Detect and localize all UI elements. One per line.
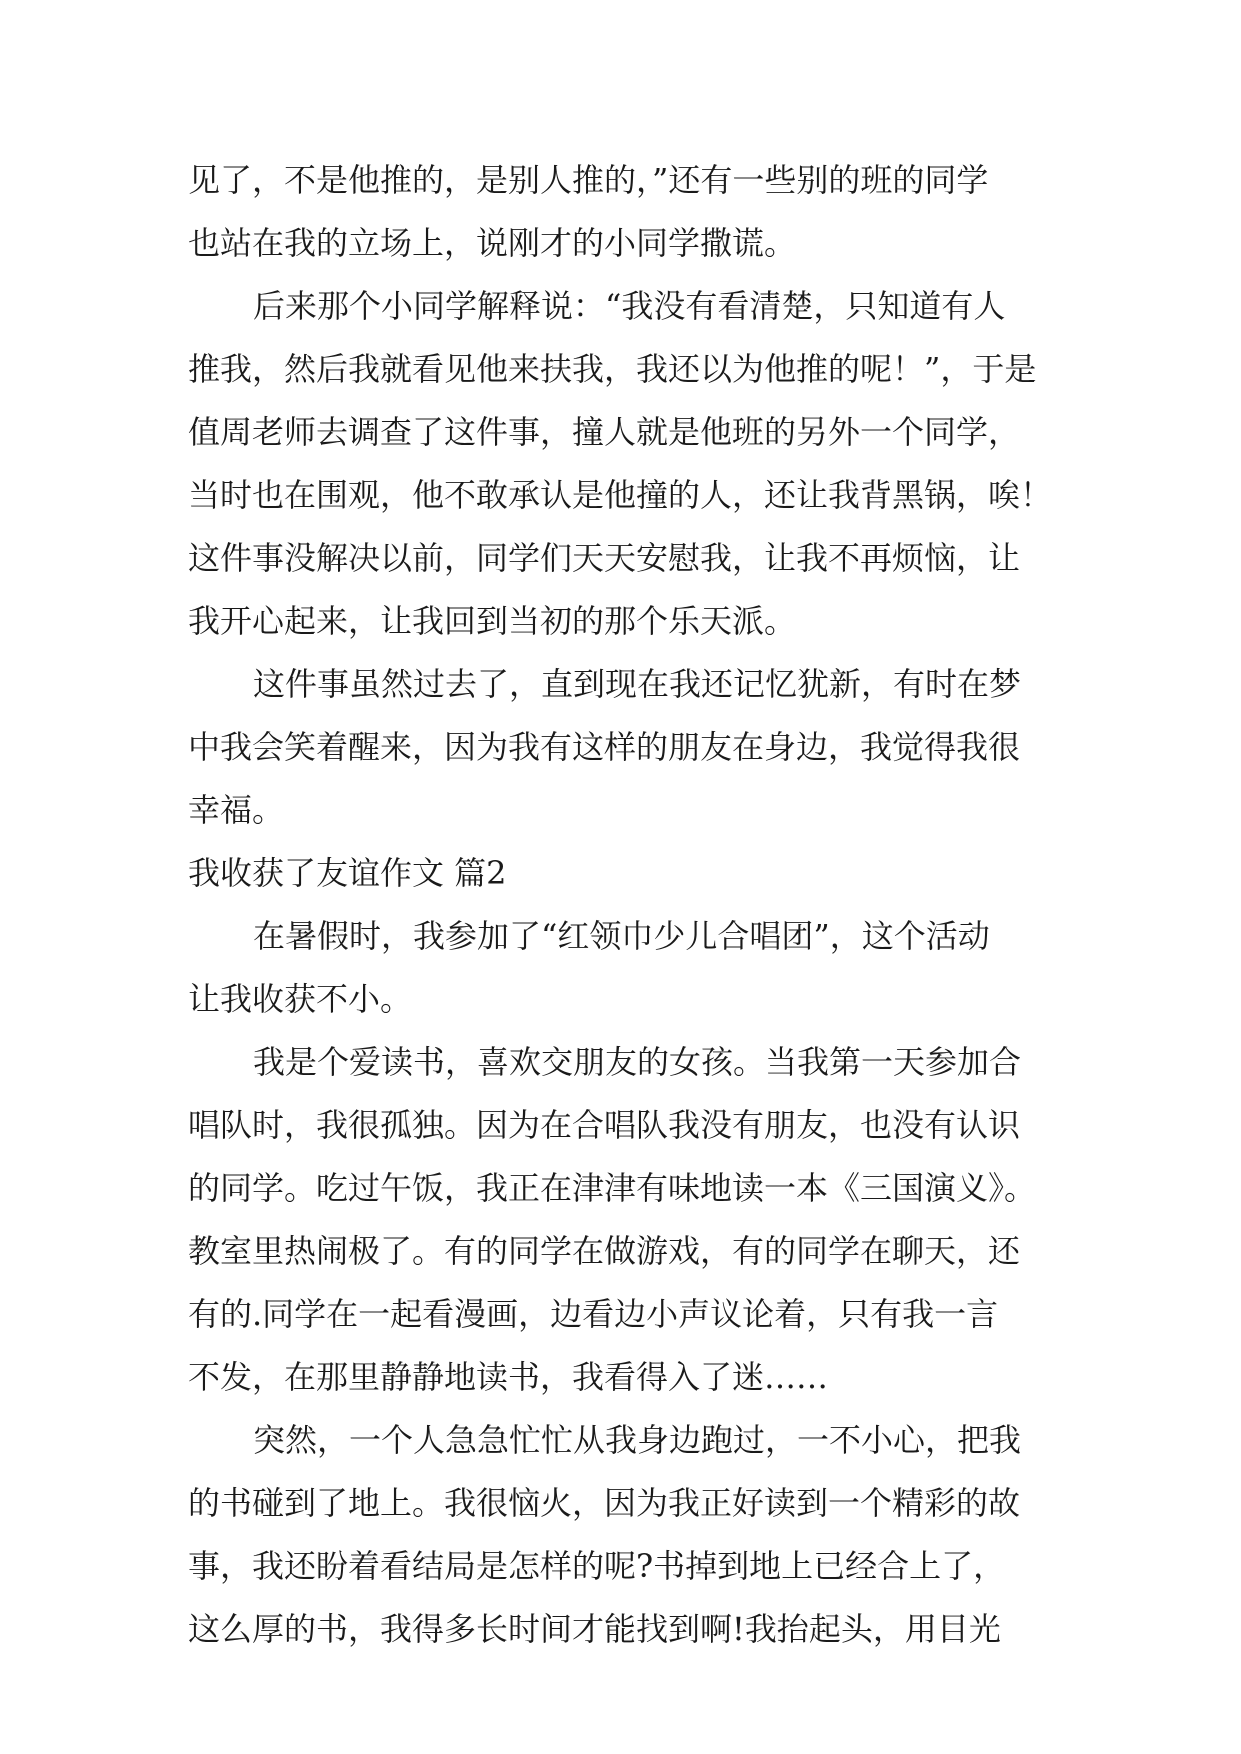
text-line: 这件事虽然过去了，直到现在我还记忆犹新，有时在梦: [253, 665, 1022, 703]
text-line: 这件事没解决以前，同学们天天安慰我，让我不再烦恼，让: [188, 539, 1021, 577]
text-line: 突然，一个人急急忙忙从我身边跑过，一不小心，把我: [253, 1421, 1022, 1459]
text-line: 推我，然后我就看见他来扶我，我还以为他推的呢！”，于是: [188, 350, 1037, 388]
text-line: 当时也在围观，他不敢承认是他撞的人，还让我背黑锅，唉！: [188, 476, 1053, 514]
text-line: 幸福。: [188, 791, 285, 829]
text-line: 让我收获不小。: [188, 980, 413, 1018]
text-line: 这么厚的书，我得多长时间才能找到啊!我抬起头，用目光: [188, 1610, 1001, 1648]
section-heading: 我收获了友谊作文 篇2: [188, 854, 507, 892]
text-line: 唱队时，我很孤独。因为在合唱队我没有朋友，也没有认识: [188, 1106, 1021, 1144]
text-line: 的同学。吃过午饭，我正在津津有味地读一本《三国演义》。: [188, 1169, 1037, 1207]
text-line: 不发，在那里静静地读书，我看得入了迷……: [188, 1358, 829, 1396]
text-line: 的书碰到了地上。我很恼火，因为我正好读到一个精彩的故: [188, 1484, 1021, 1522]
text-line: 我是个爱读书，喜欢交朋友的女孩。当我第一天参加合: [253, 1043, 1022, 1081]
text-line: 我开心起来，让我回到当初的那个乐天派。: [188, 602, 797, 640]
text-line: 在暑假时，我参加了“红领巾少儿合唱团”，这个活动: [253, 917, 990, 955]
text-line: 后来那个小同学解释说：“我没有看清楚，只知道有人: [253, 287, 1006, 325]
text-line: 事，我还盼着看结局是怎样的呢?书掉到地上已经合上了，: [188, 1547, 1006, 1585]
text-line: 见了，不是他推的，是别人推的，”还有一些别的班的同学: [188, 161, 989, 199]
text-line: 教室里热闹极了。有的同学在做游戏，有的同学在聊天，还: [188, 1232, 1021, 1270]
text-line: 有的.同学在一起看漫画，边看边小声议论着，只有我一言: [188, 1295, 999, 1333]
text-line: 也站在我的立场上，说刚才的小同学撒谎。: [188, 224, 797, 262]
text-line: 值周老师去调查了这件事，撞人就是他班的另外一个同学，: [188, 413, 1021, 451]
text-line: 中我会笑着醒来，因为我有这样的朋友在身边，我觉得我很: [188, 728, 1021, 766]
